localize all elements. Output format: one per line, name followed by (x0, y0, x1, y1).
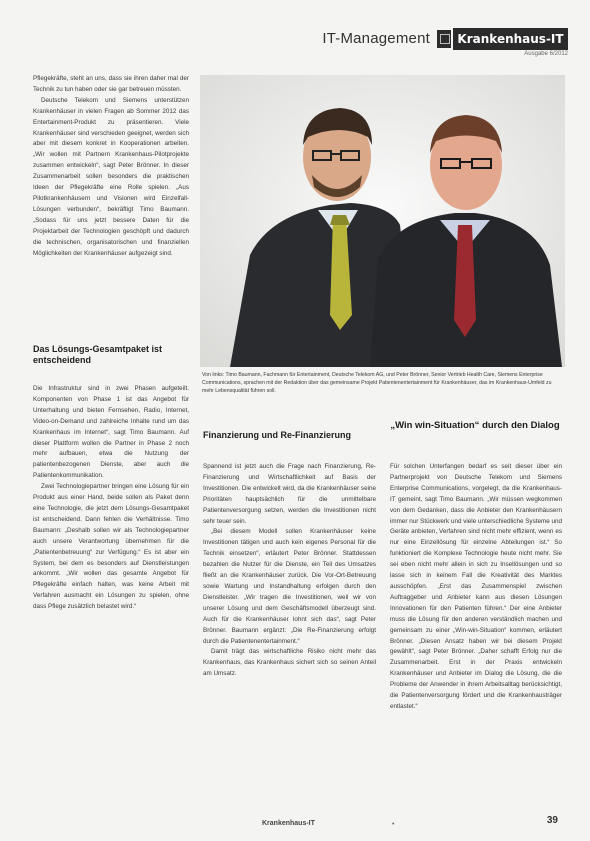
paragraph: „Bei diesem Modell sollen Krankenhäuser keine Investitionen tätigen und auch kein eigenes Personal für die Technik einsetzen“, erläutert Peter Brönner. Stattdessen bezahlen die Nutzer für die Dienste, ein Teil des Umsatzes fließt an die Krankenhäuser zurück. Die Vor-Ort-Betreuung sowie Wartung und Instandhaltung erfolgen durch den Dienstleister. „Wir tragen die Investitionen, weil wir von unserer Lösung und dem Geschäftsmodell überzeugt sind. Auch für die Krankenhäuser lohnt sich das“, sagt Peter Brönner. Baumann ergänzt: „Die Re-Finanzierung erfolgt durch die Patientenentertainment.“ (203, 528, 376, 645)
article-column-middle (203, 462, 376, 680)
paragraph: Die Infrastruktur sind in zwei Phasen aufgeteilt. Komponenten von Phase 1 ist das Angebot für Unterhaltung und bieten Fernsehen, Radio, Internet, Video-on-Demand und zahlreiche Inhalte rund um das Krankenhaus im Internet“, sagt Timo Baumann. Auf dieser Plattform wollen die Partner in Phase 2 noch mehr aufbauen, etwa die Nutzung der patientenbezogenen Dienste, aber auch die Patientenkommunikation. (33, 385, 189, 480)
article-column-left-bottom (33, 384, 189, 613)
page-number: 39 (546, 815, 558, 826)
article-column-left-top (33, 74, 189, 259)
section-heading-right (390, 420, 560, 431)
paragraph: Für solchen Unterfangen bedarf es seit dieser über ein Partnerprojekt von Deutsche Telekom und Siemens Enterprise Communications, vorgelegt, da die Krankenhaus-IT gemeint, sagt Timo Baumann. „Wir müssen wegkommen von dem Gedanken, dass die Anbieter den Krankenhäusern immer nur Stückwerk und viele unterschiedliche Systeme und Geräte anbieten, Verfahren sind nicht mehr effizient, wenn es nur eine Einzellösung für einzelne Abteilungen ist.“ So funktioniert die Komplexe Technologie heute nicht mehr. Sie sei eben nicht mehr allein in sich zu Insellösungen und so lasse sich in keinem Fall die Kreativität des Marktes ausschöpfen. „Erst das Zusammenspiel zwischen Auftraggeber und Anbieter kann aus diesen Lösungen Innovationen für den Patienten führen.“ Der eine Anbieter muss die Lösung für den anderen verständlich machen und gemeinsam zu einer „Win-win-Situation“ kommen, erläutert Brönner. „Diesen Ansatz haben wir bei diesem Projekt gewählt“, sagt Peter Brönner. „Daher schafft Erfolg nur die Zusammenarbeit. Erst in der Praxis entwickeln Krankenhäuser und Anbieter im Dialog die Lösung, die die Probleme der Anwender in ihrem Arbeitsalltag berücksichtigt, die Patientenversorgung fördert und die Krankenhausträger entlastet.“ (390, 463, 562, 710)
paragraph: Pflegekräfte, steht an uns, dass sie ihren daher mal der Technik zu tun haben oder sie gar betreuen müssten. (33, 75, 189, 93)
paragraph: Damit trägt das wirtschaftliche Risiko nicht mehr das Krankenhaus, das Krankenhaus sichert sich so seinen Anteil am Umsatz. (203, 648, 376, 678)
issue-label: Ausgabe 6/2012 (524, 51, 568, 57)
heading-text: Das Lösungs-Gesamtpaket ist entscheidend (33, 344, 163, 365)
heading-text: Finanzierung und Re-Finanzierung (203, 430, 351, 440)
heading-text: „Win win-Situation“ durch den Dialog (390, 420, 560, 431)
footer-separator: • (392, 821, 395, 828)
paragraph: Spannend ist jetzt auch die Frage nach Finanzierung, Re-Finanzierung und Wirtschaftlichkeit auf Basis der Investitionen. Die entwickelt wird, da die Krankenhäuser seine Prioritäten hauptsächlich für die unmittelbare Patientenversorgung setzen, werden die Investitionen nicht sehr teuer sein. (203, 463, 376, 525)
magazine-logo-icon (437, 30, 451, 48)
photo-caption: Von links: Timo Baumann, Fachmann für Entertainment, Deutsche Telekom AG, und Peter Brönner, Senior Vertrieb Health Care, Siemens Enterprise Communications, sprachen mit der Redaktion über das gemeinsame Projekt Patientenentertainment für Krankenhäuser, das im Krankenhaus-Umfeld zu mehr Lebensqualität führen soll. (202, 372, 552, 394)
section-title: IT-Management (322, 30, 430, 47)
paragraph: Deutsche Telekom und Siemens unterstützen Krankenhäuser in vielen Fragen ab Sommer 2012 das Entertainment-Produkt zu präsentieren. Viele Krankenhäuser sind verschieden geeignet, werden sich aber mit diesem konkret in Kooperationen arbeiten. „Wir wollen mit Partnern Krankenhaus-Pilotprojekte zusammen entwickeln“, sagt Peter Brönner. In dieser Zusammenarbeit sollen besonders die praktischen Ideen der Pflegekräfte eine Rolle spielen. „Aus Pilotkrankenhäusern und Visionen wird Einzelfall-Lösungen verbunden“, bekräftigt Timo Baumann. „Sodass für uns jetzt bessere Daten für die Projektarbeit der Technologien geschöpft und dadurch die technischen, organisatorischen und finanziellen Möglichkeiten der Krankenhäuser aufgezeigt sind. (33, 96, 189, 257)
article-column-right (390, 462, 562, 713)
magazine-logo: Krankenhaus-IT (453, 28, 568, 50)
section-heading-left (33, 344, 193, 366)
section-heading-middle (203, 430, 373, 441)
footer-logo: Krankenhaus-IT (262, 820, 315, 827)
paragraph: Zwei Technologiepartner bringen eine Lösung für ein Produkt aus einer Hand, beide sollen als Paket denn eine Technologie, die jetzt dem Lösungs-Gesamtpaket ist entscheidend. Dann fehlen die Verhältnisse. Timo Baumann: „Deshalb sollen wir als Technologiepartner auch unsere Verantwortung übernehmen für die „Patientenbetreuung“ zur Verfügung.“ Es ist aber ein System, bei dem es besonders auf Dienstleistungen ankommt. „Wir wollen das gesamte Angebot für Pflegekräfte einfach halten, was keine Arbeit mit Verfahren ausmacht ein Lösungen zu spielen, ohne dass Pflege zusätzlich belastet wird.“ (33, 483, 189, 611)
photo-two-men (200, 75, 565, 367)
article-photo (200, 75, 565, 367)
